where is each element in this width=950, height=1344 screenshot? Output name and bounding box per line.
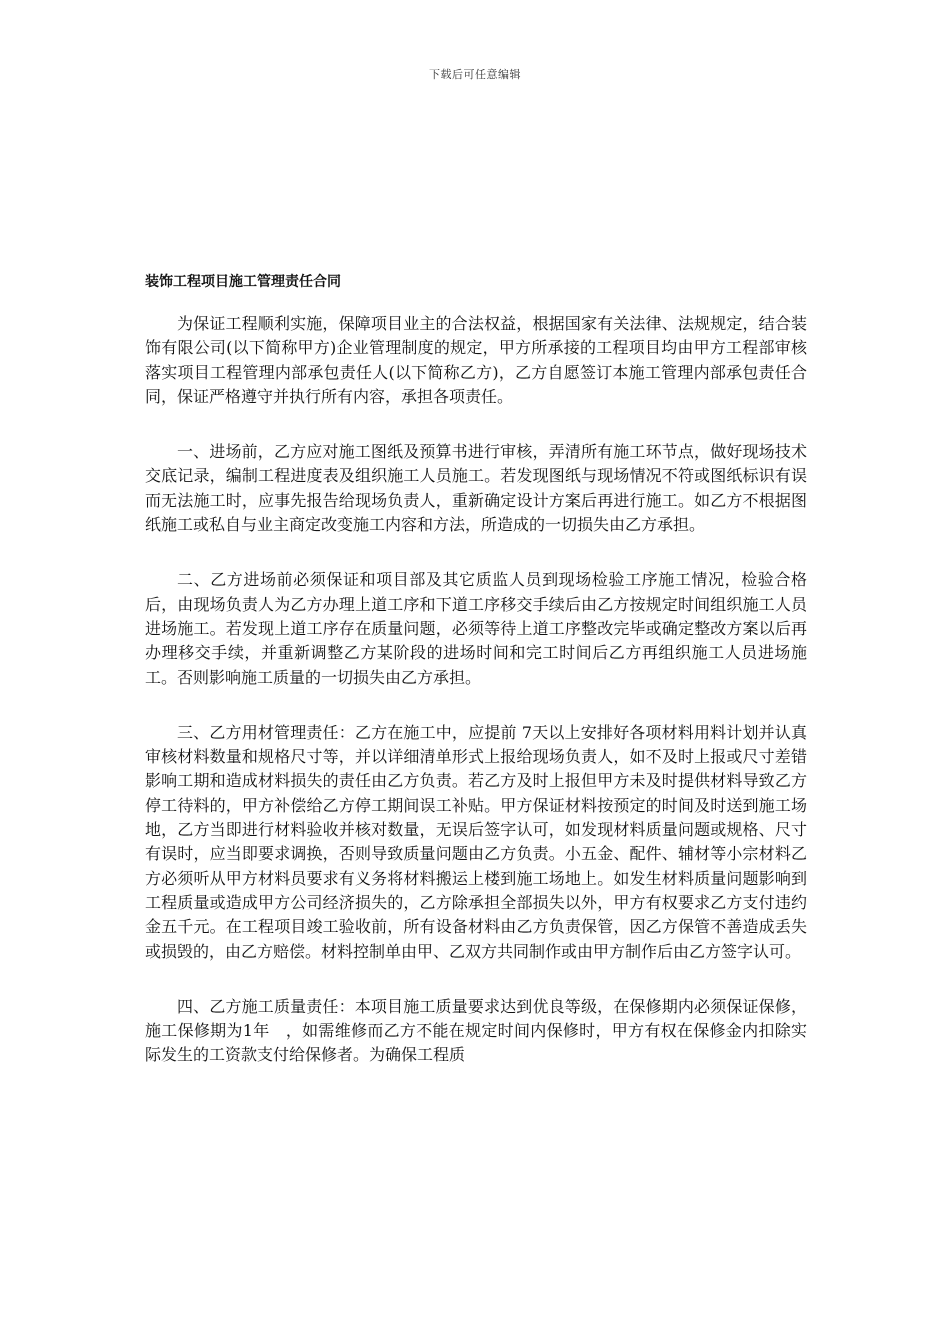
paragraph-clause-2: 二、乙方进场前必须保证和项目部及其它质监人员到现场检验工序施工情况，检验合格后，由现场负责人为乙方办理上道工序和下道工序移交手续后由乙方按规定时间组织施工人员进场施工。若发现上道工序存在质量问题，必须等待上道工序整改完毕或确定整改方案以后再办理移交手续，并重新调整乙方某阶段的进场时间和完工时间后乙方再组织施工人员进场施工。否则影响施工质量的一切损失由乙方承担。 (145, 570, 807, 687)
paragraph-preamble: 为保证工程顺利实施，保障项目业主的合法权益，根据国家有关法律、法规规定，结合装饰有限公司(以下简称甲方)企业管理制度的规定，甲方所承接的工程项目均由甲方工程部审核落实项目工程管理内部承包责任人(以下简称乙方)，乙方自愿签订本施工管理内部承包责任合同，保证严格遵守并执行所有内容，承担各项责任。 (145, 314, 807, 406)
paragraph-clause-1: 一、进场前，乙方应对施工图纸及预算书进行审核，弄清所有施工环节点，做好现场技术交底记录，编制工程进度表及组织施工人员施工。若发现图纸与现场情况不符或图纸标识有误而无法施工时，应事先报告给现场负责人，重新确定设计方案后再进行施工。如乙方不根据图纸施工或私自与业主商定改变施工内容和方法，所造成的一切损失由乙方承担。 (145, 442, 807, 535)
paragraph-clause-4: 四、乙方施工质量责任：本项目施工质量要求达到优良等级，在保修期内必须保证保修，施工保修期为1年 ，如需维修而乙方不能在规定时间内保修时，甲方有权在保修金内扣除实际发生的工资款支付给保修者。为确保工程质 (145, 996, 807, 1065)
document-title: 装饰工程项目施工管理责任合同 (145, 274, 341, 290)
paragraph-clause-3: 三、乙方用材管理责任：乙方在施工中，应提前 7天以上安排好各项材料用料计划并认真审核材料数量和规格尺寸等，并以详细清单形式上报给现场负责人，如不及时上报或尺寸差错影响工期和造成材料损失的责任由乙方负责。若乙方及时上报但甲方未及时提供材料导致乙方停工待料的，甲方补偿给乙方停工期间误工补贴。甲方保证材料按预定的时间及时送到施工场地，乙方当即进行材料验收并核对数量，无误后签字认可，如发现材料质量问题或规格、尺寸有误时，应当即要求调换，否则导致质量问题由乙方负责。小五金、配件、辅材等小宗材料乙方必须听从甲方材料员要求有义务将材料搬运上楼到施工场地上。如发生材料质量问题影响到工程质量或造成甲方公司经济损失的，乙方除承担全部损失以外，甲方有权要求乙方支付违约金五千元。在工程项目竣工验收前，所有设备材料由乙方负责保管，因乙方保管不善造成丢失或损毁的，由乙方赔偿。材料控制单由甲、乙双方共同制作或由甲方制作后由乙方签字认可。 (145, 722, 807, 961)
document-body (145, 312, 807, 1099)
header-note: 下载后可任意编辑 (429, 68, 521, 81)
